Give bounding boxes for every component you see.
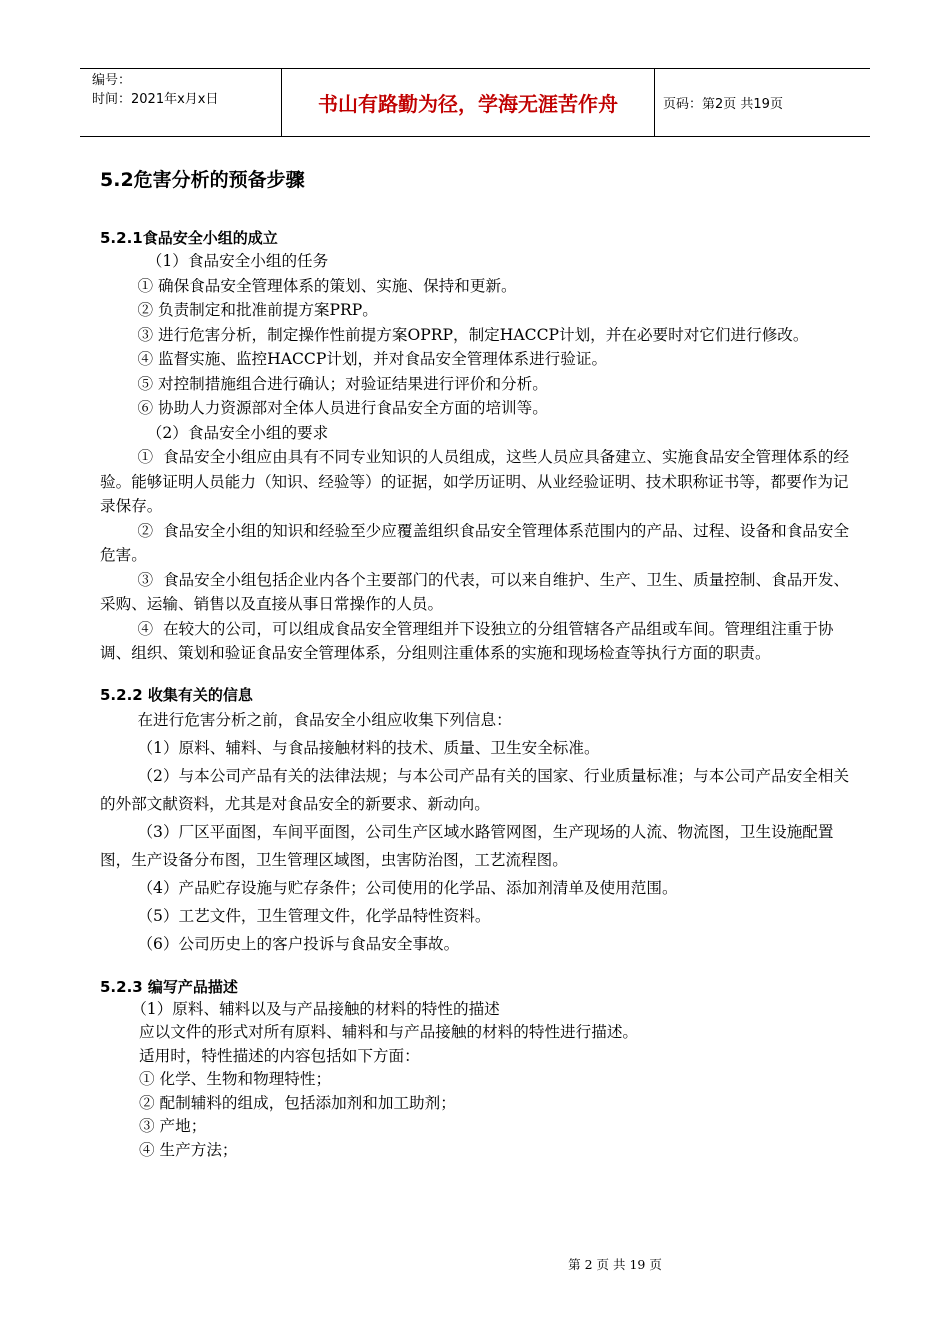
- document-body: [100, 165, 856, 1162]
- paragraph: （1）原料、辅料以及与产品接触的材料的特性的描述: [131, 999, 500, 1018]
- paragraph: （4）产品贮存设施与贮存条件；公司使用的化学品、添加剂清单及使用范围。: [137, 878, 678, 897]
- document-header: [80, 68, 870, 137]
- paragraph: ⑤ 对控制措施组合进行确认；对验证结果进行评价和分析。: [137, 374, 548, 393]
- paragraph: ④ 在较大的公司，可以组成食品安全管理组并下设独立的分组管辖各产品组或车间。管理组注重于协调、组织、策划和验证食品安全管理体系，分组则注重体系的实施和现场检查等执行方面的职责。: [100, 619, 834, 662]
- paragraph: （2）食品安全小组的要求: [146, 423, 329, 442]
- paragraph: ① 食品安全小组应由具有不同专业知识的人员组成，这些人员应具备建立、实施食品安全管理体系的经验。能够证明人员能力（知识、经验等）的证据，如学历证明、从业经验证明、技术职称证书等，都要作为记录保存。: [100, 448, 850, 515]
- paragraph: （2）与本公司产品有关的法律法规；与本公司产品有关的国家、行业质量标准；与本公司产品安全相关的外部文献资料，尤其是对食品安全的新要求、新动向。: [100, 766, 850, 813]
- paragraph: ① 确保食品安全管理体系的策划、实施、保持和更新。: [137, 276, 517, 295]
- time-label: 时间：2021年x月x日: [92, 92, 219, 107]
- paragraph: ④ 监督实施、监控HACCP计划，并对食品安全管理体系进行验证。: [137, 350, 608, 368]
- page-info: 页码：第2页 共19页: [663, 97, 783, 112]
- subsection-title: 5.2.3 编写产品描述: [100, 977, 238, 996]
- paragraph: 适用时，特性描述的内容包括如下方面：: [139, 1046, 420, 1065]
- paragraph: ② 食品安全小组的知识和经验至少应覆盖组织食品安全管理体系范围内的产品、过程、设备和食品安全危害。: [100, 521, 850, 564]
- list-item: ② 配制辅料的组成，包括添加剂和加工助剂；: [139, 1093, 456, 1112]
- section-5-2-2: [100, 685, 856, 958]
- page-footer: 第 2 页 共 19 页: [568, 1257, 662, 1272]
- paragraph: ③ 食品安全小组包括企业内各个主要部门的代表，可以来自维护、生产、卫生、质量控制、食品开发、采购、运输、销售以及直接从事日常操作的人员。: [100, 570, 850, 613]
- section-title: 5.2危害分析的预备步骤: [100, 169, 305, 191]
- section-5-2-3: [100, 977, 856, 1163]
- paragraph: ⑥ 协助人力资源部对全体人员进行食品安全方面的培训等。: [137, 399, 548, 417]
- paragraph: （3）厂区平面图，车间平面图，公司生产区域水路管网图，生产现场的人流、物流图，卫生设施配置图，生产设备分布图，卫生管理区域图，虫害防治图，工艺流程图。: [100, 822, 834, 869]
- paragraph: （1）原料、辅料、与食品接触材料的技术、质量、卫生安全标准。: [137, 738, 600, 757]
- list-item: ④ 生产方法；: [139, 1140, 238, 1159]
- number-label: 编号：: [92, 73, 132, 88]
- header-left-cell: [80, 69, 282, 136]
- paragraph: （6）公司历史上的客户投诉与食品安全事故。: [137, 934, 460, 953]
- paragraph: （5）工艺文件，卫生管理文件，化学品特性资料。: [137, 906, 491, 925]
- section-5-2-1: [100, 228, 856, 666]
- motto: 书山有路勤为径，学海无涯苦作舟: [282, 69, 655, 136]
- list-item: ① 化学、生物和物理特性；: [139, 1070, 332, 1088]
- subsection-title: 5.2.2 收集有关的信息: [100, 685, 253, 704]
- paragraph: ② 负责制定和批准前提方案PRP。: [137, 301, 378, 319]
- paragraph: ③ 进行危害分析，制定操作性前提方案OPRP，制定HACCP计划，并在必要时对它们进行修改。: [137, 325, 809, 344]
- paragraph: （1）食品安全小组的任务: [146, 252, 329, 270]
- list-item: ③ 产地；: [139, 1117, 207, 1135]
- paragraph: 应以文件的形式对所有原料、辅料和与产品接触的材料的特性进行描述。: [139, 1023, 639, 1041]
- paragraph: 在进行危害分析之前，食品安全小组应收集下列信息：: [137, 710, 512, 729]
- subsection-title: 5.2.1食品安全小组的成立: [100, 229, 278, 247]
